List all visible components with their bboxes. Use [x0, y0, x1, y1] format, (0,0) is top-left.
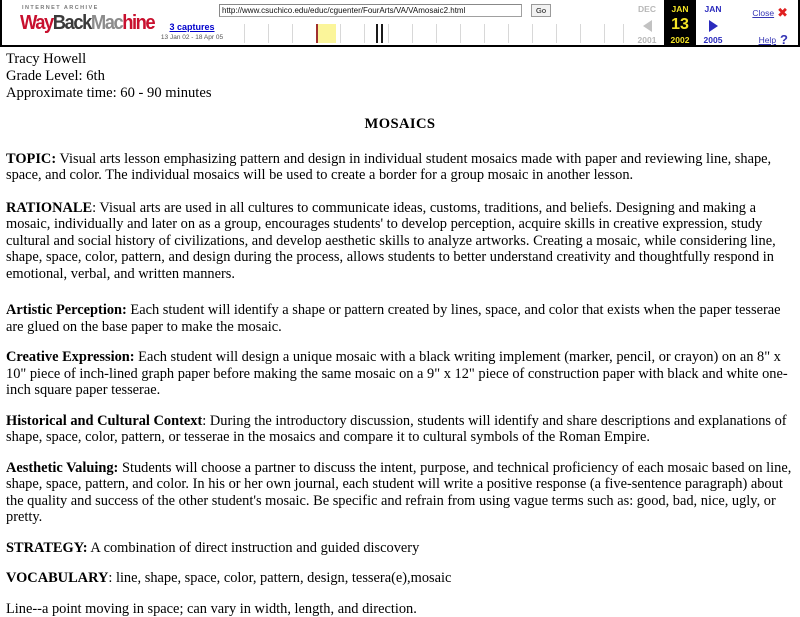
next-capture-nav[interactable] [696, 0, 730, 45]
logo-text-back: Back [53, 12, 91, 34]
archived-page-content [0, 47, 800, 617]
timeline-separator [364, 24, 365, 43]
logo-text-hine: hine [122, 12, 154, 34]
section-lead: RATIONALE [6, 200, 92, 216]
timeline-separator [484, 24, 485, 43]
timeline-separator [580, 24, 581, 43]
url-bar [219, 4, 553, 18]
section-body: Each student will design a unique mosaic with a black writing implement (marker, pencil, or crayon) on an 8" x 10" piece of inch-lined graph paper before making the same mosaic on a 9" x 12" piece of construction paper with black and white one-inch square paper tesserae. [6, 349, 788, 398]
section-creative-expression [6, 349, 794, 399]
timeline-separator [340, 24, 341, 43]
previous-month-label: DEC [630, 0, 664, 16]
section-lead: Aesthetic Valuing: [6, 460, 118, 476]
timeline-separator [604, 24, 605, 43]
current-capture-date [664, 0, 696, 45]
approximate-time: Approximate time: 60 - 90 minutes [6, 85, 794, 102]
timeline-separator [268, 24, 269, 43]
section-body: : During the introductory discussion, students will identify and share descriptions and explanations of shape, space, color, pattern, or tesserae in the mosaics and compare it to cultural symbols of the Roman Empire. [6, 413, 787, 446]
url-input[interactable] [219, 4, 522, 17]
timeline-separator [508, 24, 509, 43]
close-label[interactable]: Close [752, 8, 774, 18]
timeline-separator [388, 24, 389, 43]
timeline-current-month-highlight [316, 24, 336, 43]
timeline-separator [244, 24, 245, 43]
section-vocabulary [6, 570, 794, 587]
next-month-label: JAN [696, 0, 730, 16]
help-control[interactable] [759, 31, 788, 47]
next-arrow-icon[interactable] [696, 16, 730, 34]
next-year-label: 2005 [696, 34, 730, 46]
timeline-capture-marker[interactable] [376, 24, 378, 43]
definition-line [6, 601, 794, 617]
timeline-separator [436, 24, 437, 43]
previous-year-label: 2001 [630, 34, 664, 46]
timeline-separator [292, 24, 293, 43]
section-body: : line, shape, space, color, pattern, design, tessera(e),mosaic [108, 570, 451, 586]
author-name: Tracy Howell [6, 51, 794, 68]
timeline-capture-marker[interactable] [381, 24, 383, 43]
previous-arrow-icon[interactable] [630, 16, 664, 34]
section-body: Visual arts lesson emphasizing pattern and design in individual student mosaics made with paper and reviewing line, shape, space, and color. The individual mosaics will be used to create a border for a group mosaic in another lesson. [6, 151, 771, 184]
section-lead: Artistic Perception: [6, 302, 127, 318]
timeline-separator [623, 24, 624, 43]
previous-capture-nav[interactable] [630, 0, 664, 45]
timeline-separator [412, 24, 413, 43]
section-body: : Visual arts are used in all cultures to communicate ideas, customs, traditions, and beliefs. Designing and making a mosaic, individually and later on as a group, encourages students' to develop perception, acquire skills in creative expression, study cultural and social history of civilizations, and develop aesthetic skills to analyze artworks. Creating a mosaic, while considering line, shape, space, color, pattern, and design during the process, allows students to better understand creativity and thoughtfully respond in emotional, verbal, and written manners. [6, 200, 776, 282]
section-body: A combination of direct instruction and guided discovery [88, 540, 420, 556]
captures-date-range: 13 Jan 02 - 18 Apr 05 [140, 33, 244, 43]
current-month-label: JAN [664, 0, 696, 16]
wayback-machine-toolbar [0, 0, 800, 47]
section-historical-cultural-context [6, 413, 794, 446]
internet-archive-wordmark: INTERNET ARCHIVE [20, 4, 132, 12]
logo-text-mac: Mac [91, 12, 122, 34]
toolbar-left-border [0, 0, 2, 45]
close-icon[interactable]: ✖ [777, 5, 788, 20]
wayback-machine-wordmark [20, 13, 123, 33]
capture-timeline[interactable] [244, 22, 624, 46]
timeline-separator [532, 24, 533, 43]
section-strategy [6, 540, 794, 557]
lesson-meta [6, 51, 794, 102]
current-day-label: 13 [664, 16, 696, 34]
section-lead: VOCABULARY [6, 570, 108, 586]
section-lead: TOPIC: [6, 151, 56, 167]
current-year-label: 2002 [664, 34, 696, 46]
section-lead: STRATEGY: [6, 540, 88, 556]
section-artistic-perception [6, 302, 794, 335]
section-body: Students will choose a partner to discuss the intent, purpose, and technical proficiency of each mosaic based on line, shape, space, pattern, and color. In his or her own journal, each student will write a positive response (a five-sentence paragraph) about the quality and success of the other student's mosaic. Be specific and refrain from using vague terms such as: good, bad, nice, ugly, or pretty. [6, 460, 791, 526]
page-title: MOSAICS [6, 116, 794, 133]
captures-count-link[interactable]: 3 captures [140, 22, 244, 33]
section-rationale [6, 200, 794, 283]
section-body: Each student will identify a shape or pattern created by lines, space, and color that exists when the paper tesserae are glued on the base paper to make the mosaic. [6, 302, 781, 335]
section-lead: Creative Expression: [6, 349, 135, 365]
captures-summary [140, 22, 244, 43]
logo-text-way: Way [20, 12, 53, 34]
section-lead: Historical and Cultural Context [6, 413, 202, 429]
grade-level: Grade Level: 6th [6, 68, 794, 85]
date-navigator [630, 0, 740, 45]
timeline-separator [460, 24, 461, 43]
section-body: Line--a point moving in space; can vary in width, length, and direction. [6, 601, 417, 617]
help-icon[interactable]: ? [780, 32, 788, 47]
section-aesthetic-valuing [6, 460, 794, 526]
help-label[interactable]: Help [759, 35, 776, 45]
go-button[interactable]: Go [531, 4, 551, 17]
section-topic [6, 151, 794, 184]
internet-archive-logo[interactable] [20, 4, 132, 33]
close-toolbar-control[interactable] [752, 4, 788, 22]
timeline-separator [556, 24, 557, 43]
timeline-capture-marker-current[interactable] [316, 24, 318, 43]
